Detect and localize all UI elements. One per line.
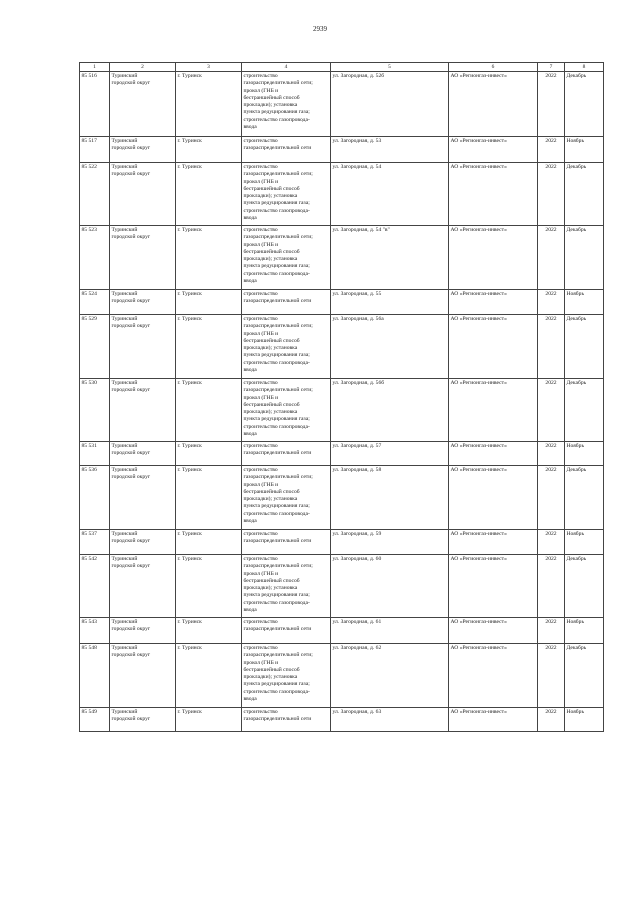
month-cell: Ноябрь <box>565 442 604 466</box>
district-line: городской округ <box>111 323 151 330</box>
district-line: Туринский <box>111 619 138 626</box>
works-line: газораспределительной сети; <box>243 652 313 659</box>
works-line: пункта редуцирования газа; <box>243 200 310 207</box>
works-line: строительство газопровода- <box>243 510 310 517</box>
year-cell: 2022 <box>538 137 565 163</box>
district-line: городской округ <box>111 145 151 152</box>
works-line: ввода <box>243 695 257 702</box>
works-line: пункта редуцирования газа; <box>243 681 310 688</box>
works-line: прокладки); установка <box>243 409 298 416</box>
row-number-cell: 85 530 <box>80 379 110 442</box>
row-number-cell: 85 517 <box>80 137 110 163</box>
table-row <box>80 644 604 708</box>
organization-cell: АО «Регионгаз-инвест» <box>449 644 538 708</box>
month-cell: Ноябрь <box>565 137 604 163</box>
page-number: 2939 <box>313 25 327 33</box>
month-cell: Декабрь <box>565 315 604 379</box>
month-cell: Ноябрь <box>565 618 604 644</box>
town-cell: г. Туринск <box>176 708 242 732</box>
month-cell: Декабрь <box>565 644 604 708</box>
column-number: 5 <box>331 63 449 72</box>
table-row <box>80 530 604 555</box>
district-line: городской округ <box>111 716 151 723</box>
works-line: бестраншейный способ <box>243 488 300 495</box>
town-cell: г. Туринск <box>176 530 242 555</box>
district-line: городской округ <box>111 563 151 570</box>
district-cell <box>110 315 176 379</box>
works-line: газораспределительной сети; <box>243 387 313 394</box>
works-line: прокол (ГНБ и <box>243 330 279 337</box>
works-line: газораспределительной сети <box>243 626 312 633</box>
year-cell: 2022 <box>538 226 565 290</box>
district-cell <box>110 466 176 530</box>
row-number-cell: 85 531 <box>80 442 110 466</box>
town-cell: г. Туринск <box>176 226 242 290</box>
table-row <box>80 442 604 466</box>
works-line: прокол (ГНБ и <box>243 87 279 94</box>
district-line: Туринский <box>111 467 138 474</box>
organization-cell: АО «Регионгаз-инвест» <box>449 290 538 315</box>
works-line: прокладки); установка <box>243 193 298 200</box>
works-line: строительство <box>243 619 278 626</box>
row-number-cell: 85 537 <box>80 530 110 555</box>
works-line: строительство <box>243 138 278 145</box>
town-cell: г. Туринск <box>176 555 242 618</box>
month-cell: Декабрь <box>565 555 604 618</box>
works-line: бестраншейный способ <box>243 577 300 584</box>
district-line: Туринский <box>111 227 138 234</box>
table-row <box>80 555 604 618</box>
works-line: ввода <box>243 606 257 613</box>
organization-cell: АО «Регионгаз-инвест» <box>449 442 538 466</box>
works-line: строительство газопровода- <box>243 207 310 214</box>
works-line: строительство <box>243 164 278 171</box>
organization-cell: АО «Регионгаз-инвест» <box>449 137 538 163</box>
town-cell: г. Туринск <box>176 163 242 226</box>
works-line: газораспределительной сети; <box>243 563 313 570</box>
town-cell: г. Туринск <box>176 442 242 466</box>
works-line: ввода <box>243 277 257 284</box>
works-line: пункта редуцирования газа; <box>243 592 310 599</box>
year-cell: 2022 <box>538 72 565 137</box>
district-cell <box>110 290 176 315</box>
works-line: пункта редуцирования газа; <box>243 352 310 359</box>
district-line: городской округ <box>111 234 151 241</box>
works-line: бестраншейный способ <box>243 185 300 192</box>
row-number-cell: 85 524 <box>80 290 110 315</box>
works-cell <box>242 466 331 530</box>
month-cell: Декабрь <box>565 163 604 226</box>
organization-cell: АО «Регионгаз-инвест» <box>449 555 538 618</box>
works-line: газораспределительной сети <box>243 298 312 305</box>
works-line: пункта редуцирования газа; <box>243 263 310 270</box>
works-line: газораспределительной сети; <box>243 474 313 481</box>
works-cell <box>242 379 331 442</box>
district-line: городской округ <box>111 652 151 659</box>
table-row <box>80 226 604 290</box>
column-number: 1 <box>80 63 110 72</box>
organization-cell: АО «Регионгаз-инвест» <box>449 379 538 442</box>
works-line: прокол (ГНБ и <box>243 570 279 577</box>
table-row <box>80 315 604 379</box>
district-line: Туринский <box>111 316 138 323</box>
district-line: Туринский <box>111 164 138 171</box>
organization-cell: АО «Регионгаз-инвест» <box>449 72 538 137</box>
table-row <box>80 618 604 644</box>
works-line: строительство <box>243 709 278 716</box>
works-line: прокладки); установка <box>243 102 298 109</box>
works-line: прокладки); установка <box>243 256 298 263</box>
works-line: газораспределительной сети; <box>243 323 313 330</box>
works-line: газораспределительной сети <box>243 450 312 457</box>
works-cell <box>242 644 331 708</box>
district-line: Туринский <box>111 531 138 538</box>
month-cell: Ноябрь <box>565 708 604 732</box>
works-line: ввода <box>243 366 257 373</box>
year-cell: 2022 <box>538 315 565 379</box>
column-numbers-row <box>80 63 604 72</box>
table-row <box>80 466 604 530</box>
works-cell <box>242 315 331 379</box>
row-number-cell: 85 542 <box>80 555 110 618</box>
table-row <box>80 379 604 442</box>
works-line: строительство <box>243 467 278 474</box>
district-cell <box>110 379 176 442</box>
row-number-cell: 85 516 <box>80 72 110 137</box>
works-line: газораспределительной сети <box>243 716 312 723</box>
works-line: прокол (ГНБ и <box>243 481 279 488</box>
district-line: Туринский <box>111 556 138 563</box>
district-cell <box>110 530 176 555</box>
district-line: Туринский <box>111 380 138 387</box>
organization-cell: АО «Регионгаз-инвест» <box>449 530 538 555</box>
works-line: строительство <box>243 380 278 387</box>
organization-cell: АО «Регионгаз-инвест» <box>449 618 538 644</box>
district-line: городской округ <box>111 387 151 394</box>
address-cell: ул. Загородная, д. 56б <box>331 379 449 442</box>
year-cell: 2022 <box>538 644 565 708</box>
row-number-cell: 85 548 <box>80 644 110 708</box>
district-cell <box>110 618 176 644</box>
year-cell: 2022 <box>538 442 565 466</box>
district-line: Туринский <box>111 73 138 80</box>
address-cell: ул. Загородная, д. 57 <box>331 442 449 466</box>
works-line: строительство газопровода- <box>243 688 310 695</box>
works-cell <box>242 163 331 226</box>
works-line: ввода <box>243 123 257 130</box>
works-line: строительство <box>243 556 278 563</box>
address-cell: ул. Загородная, д. 58 <box>331 466 449 530</box>
district-cell <box>110 226 176 290</box>
works-line: газораспределительной сети; <box>243 80 313 87</box>
month-cell: Декабрь <box>565 226 604 290</box>
row-number-cell: 85 536 <box>80 466 110 530</box>
address-cell: ул. Загородная, д. 59 <box>331 530 449 555</box>
column-number: 3 <box>176 63 242 72</box>
works-line: строительство газопровода- <box>243 359 310 366</box>
row-number-cell: 85 522 <box>80 163 110 226</box>
address-cell: ул. Загородная, д. 54 "в" <box>331 226 449 290</box>
address-cell: ул. Загородная, д. 55 <box>331 290 449 315</box>
works-line: ввода <box>243 430 257 437</box>
column-number: 8 <box>565 63 604 72</box>
works-line: прокладки); установка <box>243 345 298 352</box>
works-line: бестраншейный способ <box>243 337 300 344</box>
town-cell: г. Туринск <box>176 290 242 315</box>
works-line: газораспределительной сети <box>243 538 312 545</box>
works-line: строительство <box>243 645 278 652</box>
works-line: прокол (ГНБ и <box>243 659 279 666</box>
year-cell: 2022 <box>538 530 565 555</box>
works-line: ввода <box>243 517 257 524</box>
town-cell: г. Туринск <box>176 618 242 644</box>
works-line: газораспределительной сети; <box>243 171 313 178</box>
table-row <box>80 137 604 163</box>
district-line: городской округ <box>111 474 151 481</box>
district-line: Туринский <box>111 443 138 450</box>
town-cell: г. Туринск <box>176 644 242 708</box>
column-number: 2 <box>110 63 176 72</box>
works-line: ввода <box>243 214 257 221</box>
district-line: Туринский <box>111 709 138 716</box>
works-cell <box>242 530 331 555</box>
works-line: строительство газопровода- <box>243 599 310 606</box>
address-cell: ул. Загородная, д. 63 <box>331 708 449 732</box>
town-cell: г. Туринск <box>176 315 242 379</box>
district-line: Туринский <box>111 645 138 652</box>
district-cell <box>110 555 176 618</box>
year-cell: 2022 <box>538 163 565 226</box>
works-cell <box>242 618 331 644</box>
works-cell <box>242 290 331 315</box>
works-line: строительство газопровода- <box>243 423 310 430</box>
works-cell <box>242 555 331 618</box>
table-row <box>80 290 604 315</box>
works-line: строительство <box>243 531 278 538</box>
district-line: Туринский <box>111 291 138 298</box>
district-cell <box>110 442 176 466</box>
town-cell: г. Туринск <box>176 379 242 442</box>
district-line: городской округ <box>111 80 151 87</box>
address-cell: ул. Загородная, д. 56а <box>331 315 449 379</box>
town-cell: г. Туринск <box>176 137 242 163</box>
year-cell: 2022 <box>538 290 565 315</box>
year-cell: 2022 <box>538 555 565 618</box>
works-cell <box>242 226 331 290</box>
month-cell: Декабрь <box>565 466 604 530</box>
column-number: 7 <box>538 63 565 72</box>
year-cell: 2022 <box>538 466 565 530</box>
row-number-cell: 85 523 <box>80 226 110 290</box>
column-number: 6 <box>449 63 538 72</box>
month-cell: Декабрь <box>565 72 604 137</box>
works-line: прокол (ГНБ и <box>243 394 279 401</box>
address-cell: ул. Загородная, д. 62 <box>331 644 449 708</box>
works-line: пункта редуцирования газа; <box>243 109 310 116</box>
organization-cell: АО «Регионгаз-инвест» <box>449 315 538 379</box>
address-cell: ул. Загородная, д. 61 <box>331 618 449 644</box>
row-number-cell: 85 529 <box>80 315 110 379</box>
row-number-cell: 85 549 <box>80 708 110 732</box>
table-row <box>80 708 604 732</box>
works-cell <box>242 442 331 466</box>
works-line: бестраншейный способ <box>243 666 300 673</box>
year-cell: 2022 <box>538 379 565 442</box>
row-number-cell: 85 543 <box>80 618 110 644</box>
month-cell: Ноябрь <box>565 290 604 315</box>
works-line: газораспределительной сети <box>243 145 312 152</box>
address-cell: ул. Загородная, д. 52б <box>331 72 449 137</box>
works-line: строительство <box>243 316 278 323</box>
year-cell: 2022 <box>538 708 565 732</box>
district-line: городской округ <box>111 538 151 545</box>
works-cell <box>242 708 331 732</box>
works-cell <box>242 72 331 137</box>
works-line: прокол (ГНБ и <box>243 178 279 185</box>
year-cell: 2022 <box>538 618 565 644</box>
works-line: прокладки); установка <box>243 585 298 592</box>
town-cell: г. Туринск <box>176 72 242 137</box>
month-cell: Декабрь <box>565 379 604 442</box>
district-line: Туринский <box>111 138 138 145</box>
organization-cell: АО «Регионгаз-инвест» <box>449 466 538 530</box>
works-line: прокол (ГНБ и <box>243 241 279 248</box>
district-line: городской округ <box>111 298 151 305</box>
district-line: городской округ <box>111 450 151 457</box>
district-cell <box>110 644 176 708</box>
works-cell <box>242 137 331 163</box>
works-line: строительство <box>243 227 278 234</box>
works-line: строительство <box>243 443 278 450</box>
works-line: прокладки); установка <box>243 674 298 681</box>
organization-cell: АО «Регионгаз-инвест» <box>449 226 538 290</box>
town-cell: г. Туринск <box>176 466 242 530</box>
works-line: прокладки); установка <box>243 496 298 503</box>
address-cell: ул. Загородная, д. 53 <box>331 137 449 163</box>
district-cell <box>110 708 176 732</box>
works-line: бестраншейный способ <box>243 94 300 101</box>
works-line: пункта редуцирования газа; <box>243 416 310 423</box>
works-line: газораспределительной сети; <box>243 234 313 241</box>
works-line: строительство <box>243 291 278 298</box>
works-line: бестраншейный способ <box>243 248 300 255</box>
table-row <box>80 72 604 137</box>
district-cell <box>110 137 176 163</box>
works-line: пункта редуцирования газа; <box>243 503 310 510</box>
works-table <box>79 62 604 732</box>
month-cell: Ноябрь <box>565 530 604 555</box>
district-line: городской округ <box>111 626 151 633</box>
district-line: городской округ <box>111 171 151 178</box>
works-line: строительство газопровода- <box>243 270 310 277</box>
table-row <box>80 163 604 226</box>
organization-cell: АО «Регионгаз-инвест» <box>449 708 538 732</box>
column-number: 4 <box>242 63 331 72</box>
address-cell: ул. Загородная, д. 60 <box>331 555 449 618</box>
district-cell <box>110 163 176 226</box>
works-line: строительство <box>243 73 278 80</box>
organization-cell: АО «Регионгаз-инвест» <box>449 163 538 226</box>
works-line: строительство газопровода- <box>243 116 310 123</box>
address-cell: ул. Загородная, д. 54 <box>331 163 449 226</box>
works-line: бестраншейный способ <box>243 401 300 408</box>
district-cell <box>110 72 176 137</box>
